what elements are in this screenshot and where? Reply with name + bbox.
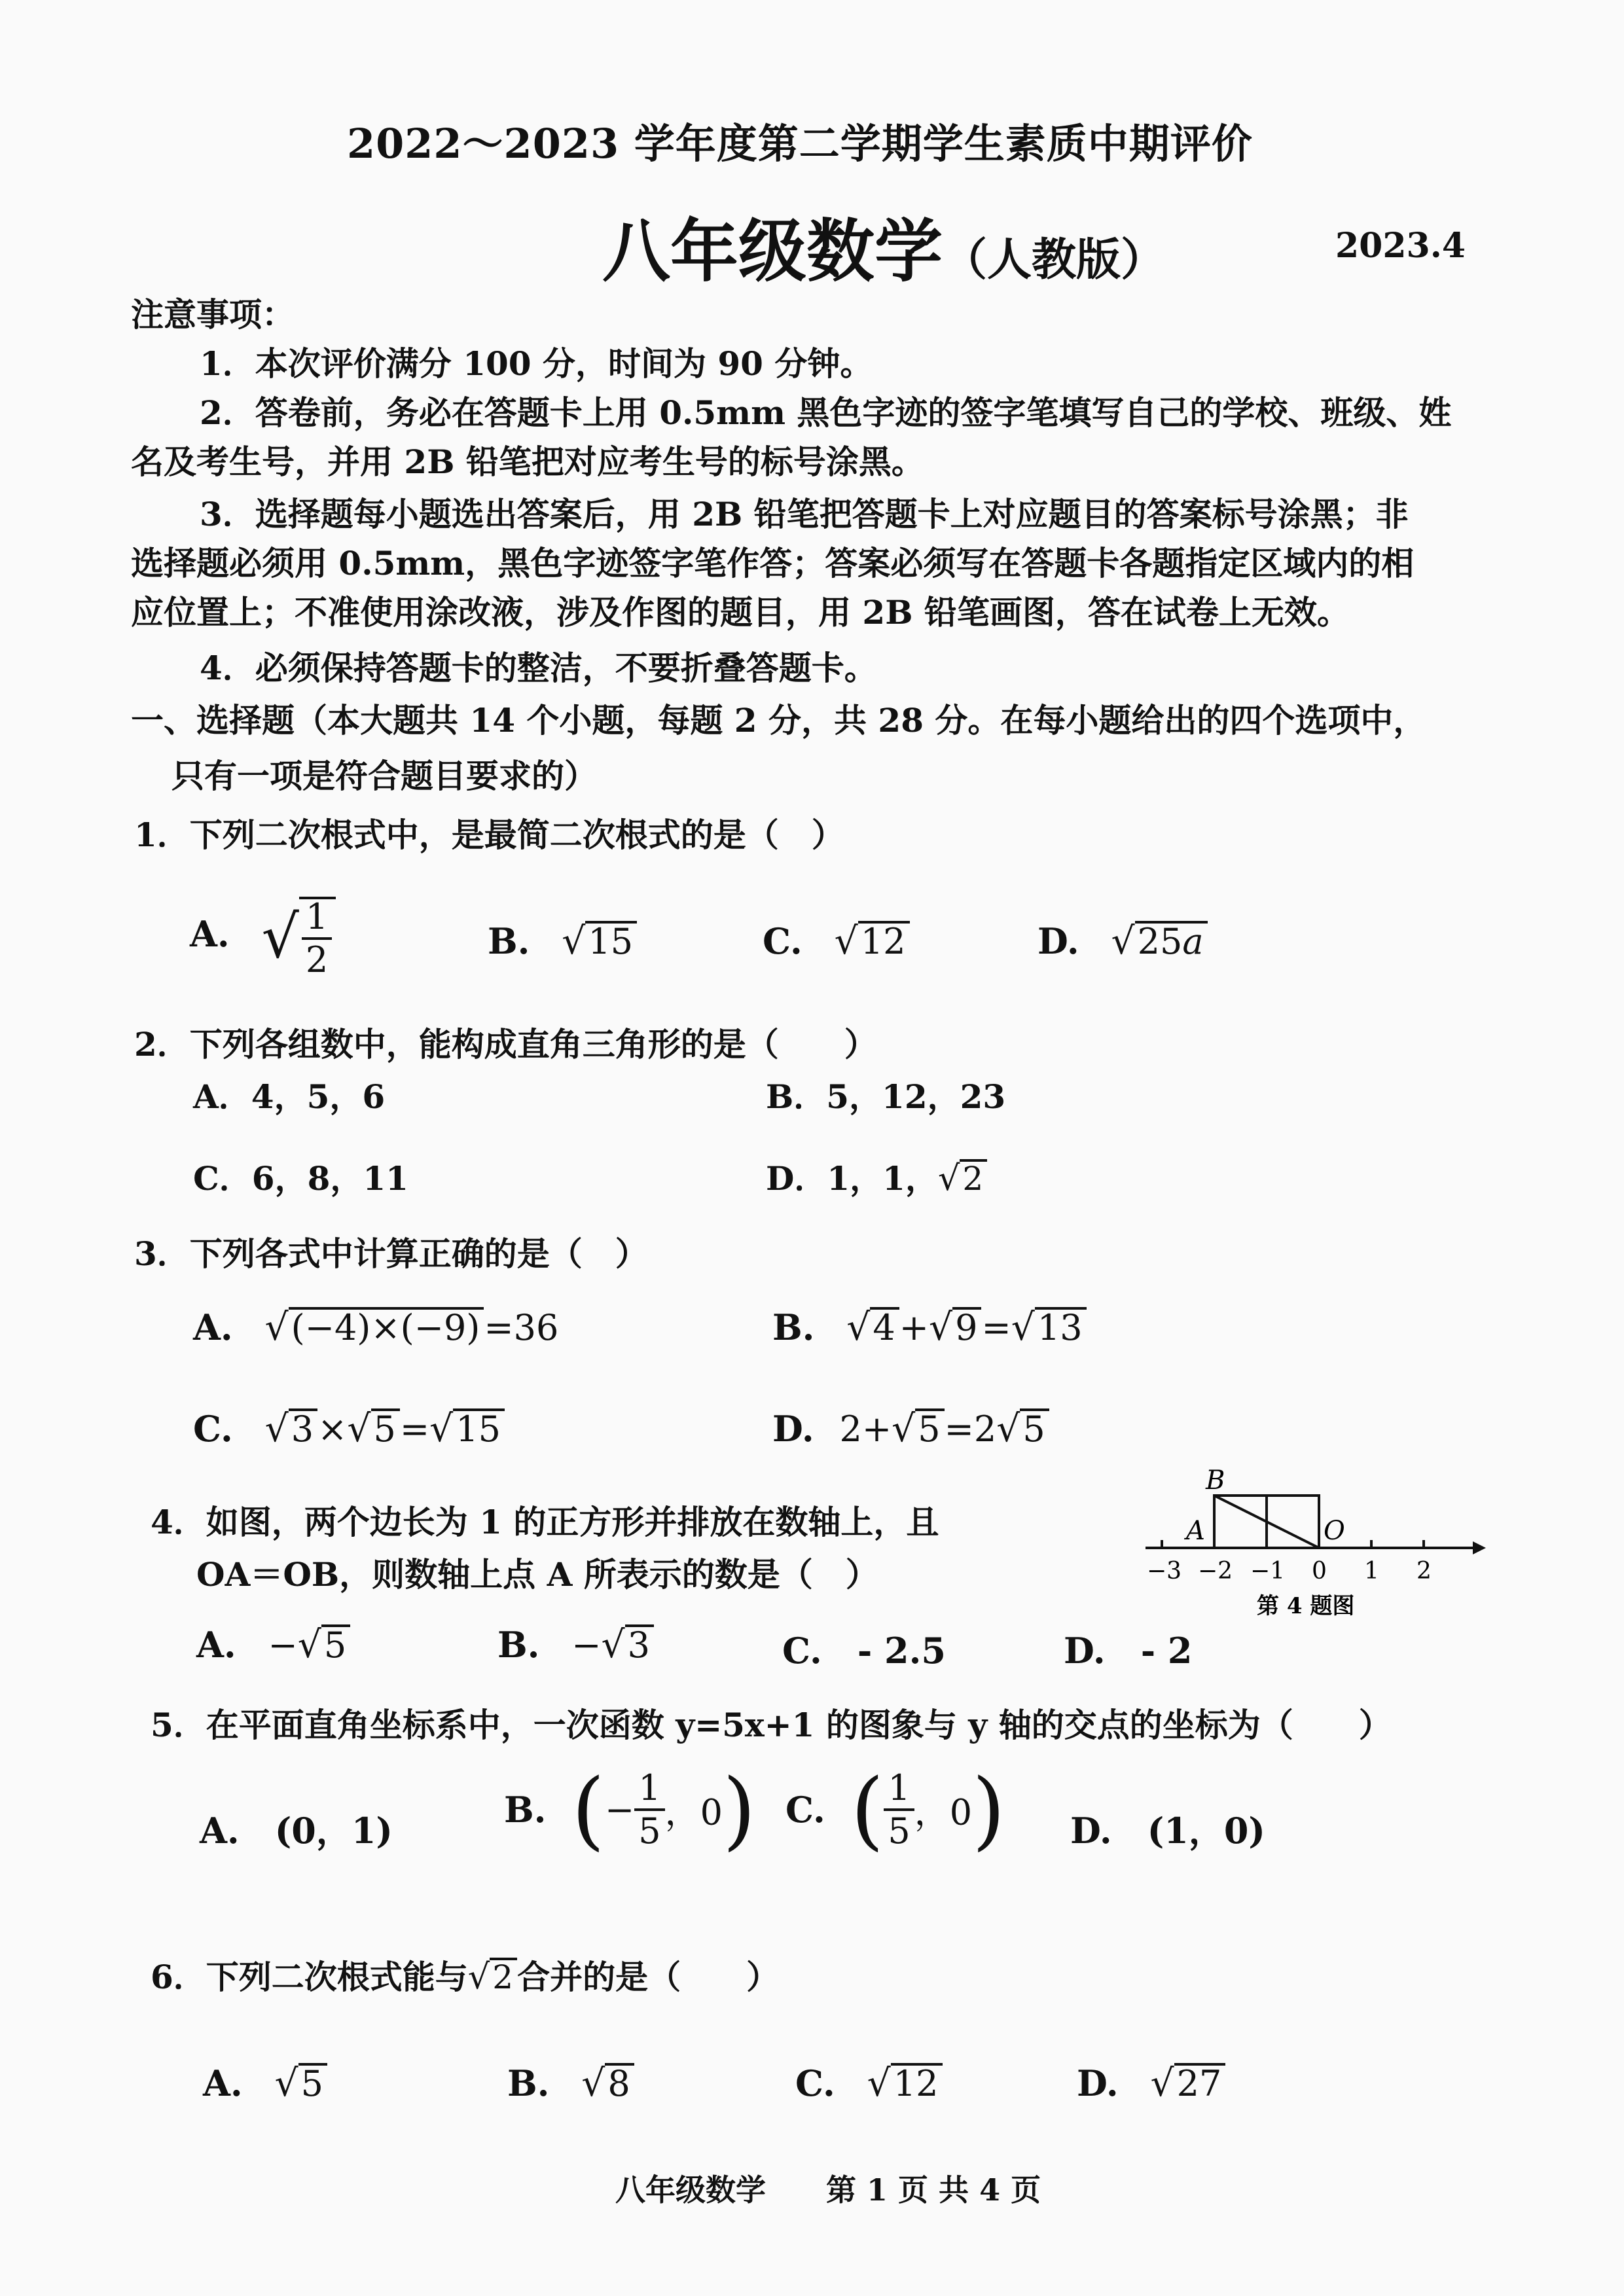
point-b-label: B [1206, 1466, 1225, 1496]
tick-label: −2 [1198, 1558, 1233, 1585]
sqrt-expr: √2 [938, 1155, 987, 1202]
note-item: 3．选择题每小题选出答案后，用 2B 铅笔把答题卡上对应题目的答案标号涂黑；非 [200, 495, 1409, 533]
radicand: 5 [371, 1408, 400, 1448]
question-2-stem: 2．下列各组数中，能构成直角三角形的是（ ） [134, 1025, 877, 1064]
q1-option-b [488, 920, 637, 963]
note-item: 应位置上；不准使用涂改液，涉及作图的题目，用 2B 铅笔画图，答在试卷上无效。 [131, 593, 1350, 632]
q5-option-c: C. ( $\frac{1}{5}$ ，0) [785, 1760, 1005, 1859]
option-label: B. [772, 1306, 815, 1348]
radicand: 15 [585, 921, 637, 961]
radicand: 2 [960, 1159, 987, 1196]
radicand: (−4)×(−9) [289, 1307, 484, 1347]
fraction [634, 1767, 664, 1852]
note-item: 选择题必须用 0.5mm，黑色字迹签字笔作答；答案必须写在答题卡各题指定区域内的相 [131, 544, 1415, 583]
sqrt-expr: √3 [602, 1623, 654, 1666]
denominator: 5 [888, 1810, 911, 1852]
q6-option-b [507, 2062, 634, 2105]
q2-option-b: B．5，12，23 [766, 1077, 1006, 1116]
option-label: B. [507, 2062, 550, 2104]
question-1-stem: 1．下列二次根式中，是最简二次根式的是（ ） [134, 816, 844, 854]
option-label: C. [193, 1408, 233, 1450]
q3-option-b [772, 1306, 1087, 1349]
square-left [1214, 1496, 1267, 1548]
question-4-stem: 4．如图，两个边长为 1 的正方形并排放在数轴上，且 [151, 1503, 939, 1541]
expression: 2+ [839, 1408, 892, 1450]
option-label: C. [785, 1789, 825, 1831]
question-4-stem-cont: OA＝OB，则数轴上点 A 所表示的数是（ ） [196, 1555, 878, 1594]
question-6-stem [151, 1954, 779, 2001]
edition-label: （人教版） [943, 234, 1166, 286]
sqrt-expr: √5 [347, 1407, 399, 1450]
sqrt-expr: √3 [265, 1407, 317, 1450]
arrow-head-icon [1473, 1541, 1486, 1554]
radicand: 5 [321, 1624, 350, 1664]
option-label: D. [772, 1408, 814, 1450]
sqrt-expr: √12 [835, 920, 910, 963]
radicand: 3 [289, 1408, 317, 1448]
radicand: 3 [625, 1624, 654, 1664]
q4-option-c: C. - 2.5 [782, 1630, 946, 1672]
section-heading-cont: 只有一项是符合题目要求的） [171, 757, 597, 795]
option-label: A. [193, 1306, 233, 1348]
radicand: 15 [453, 1408, 505, 1448]
option-label: A. [190, 913, 230, 955]
option-label: B. [497, 1624, 540, 1666]
section-heading: 一、选择题（本大题共 14 个小题，每题 2 分，共 28 分。在每小题给出的四个选项中， [131, 701, 1426, 740]
denominator: 2 [305, 939, 329, 980]
sqrt-expr: √12 [867, 2062, 943, 2105]
radicand: 12 [858, 921, 910, 961]
option-label: D. [1077, 2062, 1119, 2104]
option-label: A. [203, 2062, 243, 2104]
sqrt-expr: √9 [929, 1306, 981, 1349]
sign: − [571, 1624, 602, 1666]
note-item: 4．必须保持答题卡的整洁，不要折叠答题卡。 [200, 649, 877, 687]
note-item: 2．答卷前，务必在答题卡上用 0.5mm 黑色字迹的签字笔填写自己的学校、班级、姓 [200, 393, 1452, 432]
tick-label: −1 [1250, 1558, 1286, 1585]
note-item: 名及考生号，并用 2B 铅笔把对应考生号的标号涂黑。 [131, 442, 924, 481]
variable: a [1182, 921, 1204, 962]
q6-option-a [203, 2062, 327, 2105]
page-title: 八年级数学 [602, 211, 943, 291]
figure-caption: 第 4 题图 [1257, 1593, 1355, 1619]
stem-text: 6．下列二次根式能与 [151, 1958, 468, 1996]
sqrt-expr: √13 [1011, 1306, 1087, 1349]
q3-option-d [772, 1407, 1049, 1450]
sqrt-expr: √(−4)×(−9) [265, 1306, 484, 1349]
radicand: 5 [915, 1408, 944, 1448]
sqrt-expr: √5 [275, 2062, 327, 2105]
note-item: 1．本次评价满分 100 分，时间为 90 分钟。 [200, 344, 873, 383]
radicand: 4 [870, 1307, 899, 1347]
numerator: 1 [884, 1770, 914, 1811]
q2-option-d [766, 1155, 987, 1202]
page-footer: 八年级数学 第 1 页 共 4 页 [615, 2172, 1041, 2208]
q1-option-a [190, 897, 336, 978]
radicand: 12 [891, 2063, 943, 2103]
q5-option-b: B. (− $\frac{1}{5}$ ，0) [504, 1760, 756, 1859]
q5-option-a: A. (0，1) [200, 1810, 393, 1852]
option-label: B. [488, 920, 530, 962]
numerator: 1 [634, 1770, 664, 1811]
sqrt-expr: √15 [429, 1407, 505, 1450]
sqrt-expr: √25a [1111, 920, 1208, 963]
sqrt-expr: √4 [846, 1306, 899, 1349]
q1-option-d [1038, 920, 1208, 963]
question-3-stem: 3．下列各式中计算正确的是（ ） [134, 1234, 648, 1273]
q6-option-d [1077, 2062, 1225, 2105]
radicand: 13 [1035, 1307, 1087, 1347]
radicand: 8 [605, 2063, 634, 2103]
operator: = [399, 1408, 430, 1450]
q4-option-d: D. - 2 [1064, 1630, 1193, 1672]
tick-label: −3 [1147, 1558, 1182, 1585]
q1-option-c [763, 920, 910, 963]
sqrt-expr: √27 [1151, 2062, 1226, 2105]
fraction [884, 1767, 914, 1852]
radicand: 5 [1020, 1408, 1049, 1448]
tick-label: 0 [1312, 1558, 1327, 1585]
radicand: 2 [490, 1958, 517, 1995]
q4-option-a [196, 1623, 350, 1666]
q4-option-b [497, 1623, 654, 1666]
option-label: C. [763, 920, 803, 962]
radicand: 5 [298, 2063, 327, 2103]
q5-option-d: D. (1，0) [1070, 1810, 1265, 1852]
option-label: C. [795, 2062, 835, 2104]
radicand: 27 [1174, 2063, 1226, 2103]
q2-option-a: A．4，5，6 [193, 1077, 386, 1116]
question-5-stem: 5．在平面直角坐标系中，一次函数 y=5x+1 的图象与 y 轴的交点的坐标为（ ） [151, 1706, 1392, 1744]
option-label: A. [196, 1624, 236, 1666]
notes-heading: 注意事项： [131, 295, 295, 334]
option-text: D．1，1， [766, 1159, 938, 1198]
coordinate-rest: ，0 [664, 1791, 723, 1833]
operator: + [899, 1307, 929, 1348]
stem-text: 合并的是（ ） [517, 1958, 780, 1996]
q2-option-c: C．6，8，11 [193, 1159, 408, 1198]
exam-date: 2023.4 [1335, 226, 1466, 266]
denominator: 5 [638, 1810, 661, 1852]
sqrt-expr: √8 [581, 2062, 634, 2105]
radicand: 9 [952, 1307, 981, 1347]
point-o-label: O [1324, 1516, 1345, 1546]
expression-result: =36 [484, 1307, 559, 1348]
option-label: D. [1038, 920, 1079, 962]
operator: × [317, 1408, 348, 1450]
number-line-figure [1132, 1466, 1486, 1623]
square-right [1267, 1496, 1319, 1548]
sqrt-expr: √2 [468, 1954, 517, 2001]
title-row [602, 196, 1165, 295]
coordinate-rest: ，0 [914, 1791, 973, 1833]
operator: = [981, 1307, 1011, 1348]
sqrt-expr: √ $\frac{1}{2}$ [262, 897, 336, 978]
operator: =2 [944, 1408, 997, 1450]
point-a-label: A [1186, 1516, 1205, 1546]
q6-option-c [795, 2062, 943, 2105]
tick-label: 2 [1416, 1558, 1432, 1585]
sqrt-expr: √5 [892, 1407, 944, 1450]
sqrt-expr: √5 [996, 1407, 1049, 1450]
sqrt-expr: √5 [298, 1623, 350, 1666]
q3-option-c [193, 1407, 505, 1450]
radicand: 25 [1137, 921, 1183, 962]
exam-term-header: 2022～2023 学年度第二学期学生素质中期评价 [347, 120, 1253, 168]
sqrt-expr: √15 [562, 920, 637, 963]
option-label: B. [504, 1789, 547, 1831]
tick-label: 1 [1364, 1558, 1379, 1585]
q3-option-a [193, 1306, 558, 1349]
sign: − [604, 1789, 635, 1831]
fraction [302, 896, 332, 980]
numerator: 1 [302, 899, 332, 940]
sign: − [268, 1624, 298, 1666]
